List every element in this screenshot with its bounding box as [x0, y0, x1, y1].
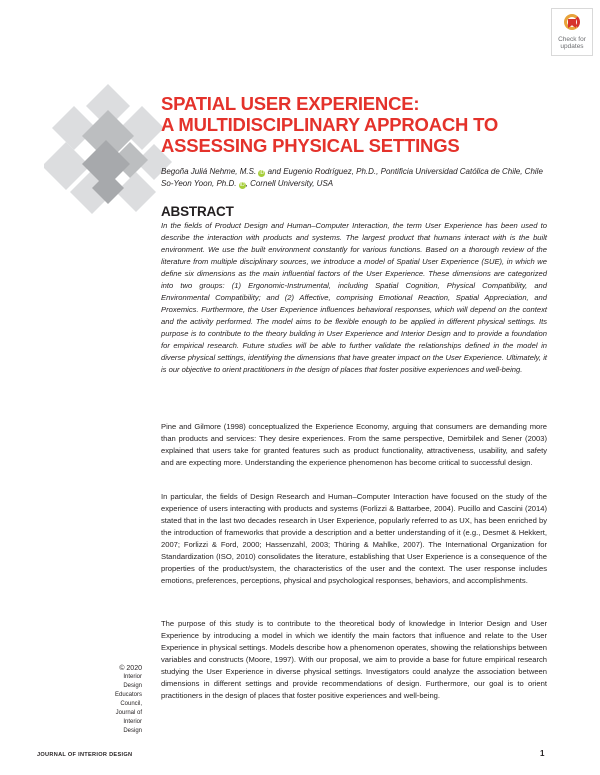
badge-label: [552, 36, 592, 50]
title-line-1: SPATIAL USER EXPERIENCE:: [161, 93, 420, 114]
diamond-shape: [116, 172, 156, 212]
body-paragraph-1: Pine and Gilmore (1998) conceptualized the Experience Economy, arguing that consumers are demanding more than products and services: They desire experiences. From the same perspective, Demirbilek and Sener (2003) explained that users take for granted features such as product functionality, attractiveness, usability, and safety and are expecting more. Understanding the experience phenomenon has become critical to successful design.: [161, 422, 547, 467]
author-affiliation: , Cornell University, USA: [245, 179, 334, 188]
journal-name-footer: JOURNAL OF INTERIOR DESIGN: [37, 752, 133, 758]
title-line-2: A MULTIDISCIPLINARY APPROACH TO: [161, 114, 499, 135]
page-number: 1: [540, 749, 545, 758]
orcid-icon[interactable]: iD: [259, 170, 265, 176]
copyright-note: [110, 664, 142, 736]
decorative-diamond-pattern: [44, 84, 172, 218]
badge-label-line2: updates: [560, 43, 584, 50]
author-list: [161, 166, 556, 190]
author-affiliation: and Eugenio Rodríguez, Ph.D., Pontificia Universidad Católica de Chile, Chile: [267, 167, 543, 176]
copyright-line: Interior Design: [123, 674, 142, 689]
copyright-line: Design: [123, 728, 142, 734]
author-name: So-Yeon Yoon, Ph.D.: [161, 179, 237, 188]
orcid-icon[interactable]: iD: [239, 182, 245, 188]
copyright-line: Journal of Interior: [115, 710, 142, 725]
abstract-heading: ABSTRACT: [161, 204, 234, 219]
check-for-updates-badge[interactable]: [551, 8, 593, 56]
body-paragraph-2: In particular, the fields of Design Research and Human–Computer Interaction have focused on the study of the experience of users interacting with products and systems (Forlizzi & Battarbee, 2004). Pucillo and Cascini (2014) stated that in the last two decades research in User Experience, popularly referred to as UX, has been enriched by the introduction of frameworks that provide a description and a better understanding of it (e.g., Desmet & Hekkert, 2007; Forlizzi & Ford, 2000; Hassenzahl, 2003; Thüring & Mahlke, 2007). The International Organization for Standardization (ISO, 2010) consolidates the literature, establishing that User Experience is a consequence of the properties of the product/system, the characteristics of the user and the context. The user response includes emotions, preferences, perceptions, physical and psychological responses, behaviors, and accomplishments.: [161, 492, 547, 585]
copyright-line: Educators Council,: [114, 692, 142, 707]
abstract-text: In the fields of Product Design and Human–Computer Interaction, the term User Experience has been used to describe the interaction with products and systems. The largest product that humans interact with is the built environment. We use the built environment constantly for various functions. Based on a thorough review of the literature from multiple disciplinary sources, we introduce a model of Spatial User Experience (SUE), in which we define six dimensions as the main influential factors of the User Experience. These dimensions are categorized into two groups: (1) Ergonomic-Instrumental, including Spatial Cognition, Physical Compatibility, and Environmental Compatibility; and (2) Affective, comprising Emotional Reaction, Spatial Appreciation, and Proxemics. Furthermore, the User Experience influences behavioral responses, which will depend on the context and the activity performed. The model aims to be flexible enough to be applied in different physical settings. Its purpose is to contribute to the theory building in User Experience and Interior Design and to provide a foundation for empirical research. Future studies will be able to further validate the relationships defined in the model in diverse physical settings, identifying the dimensions that have greater impact on the User Experience. Ultimately, it is our objective to orient practitioners in the design of places that foster positive experiences and well-being.: [161, 221, 547, 374]
body-paragraph-3: The purpose of this study is to contribute to the theoretical body of knowledge in Interior Design and User Experience by introducing a model in which we identify the main factors that influence and relate to the User Experience in physical settings. Models describe how a phenomenon operates, showing the relationships between variables and constructs (Moore, 1997). With our proposal, we aim to provide a base for future empirical research studying the User Experience in diverse physical settings. Investigators could analyze the association between dimensions in different settings and provide recommendations of design. Furthermore, our goal is to orient practitioners in the design of places that foster positive experiences and well-being.: [161, 619, 547, 700]
author-name: Begoña Juliá Nehme, M.S.: [161, 167, 257, 176]
copyright-year: © 2020: [119, 665, 142, 672]
article-title: [161, 93, 561, 156]
badge-label-line1: Check for: [558, 36, 586, 43]
title-line-3: ASSESSING PHYSICAL SETTINGS: [161, 135, 460, 156]
